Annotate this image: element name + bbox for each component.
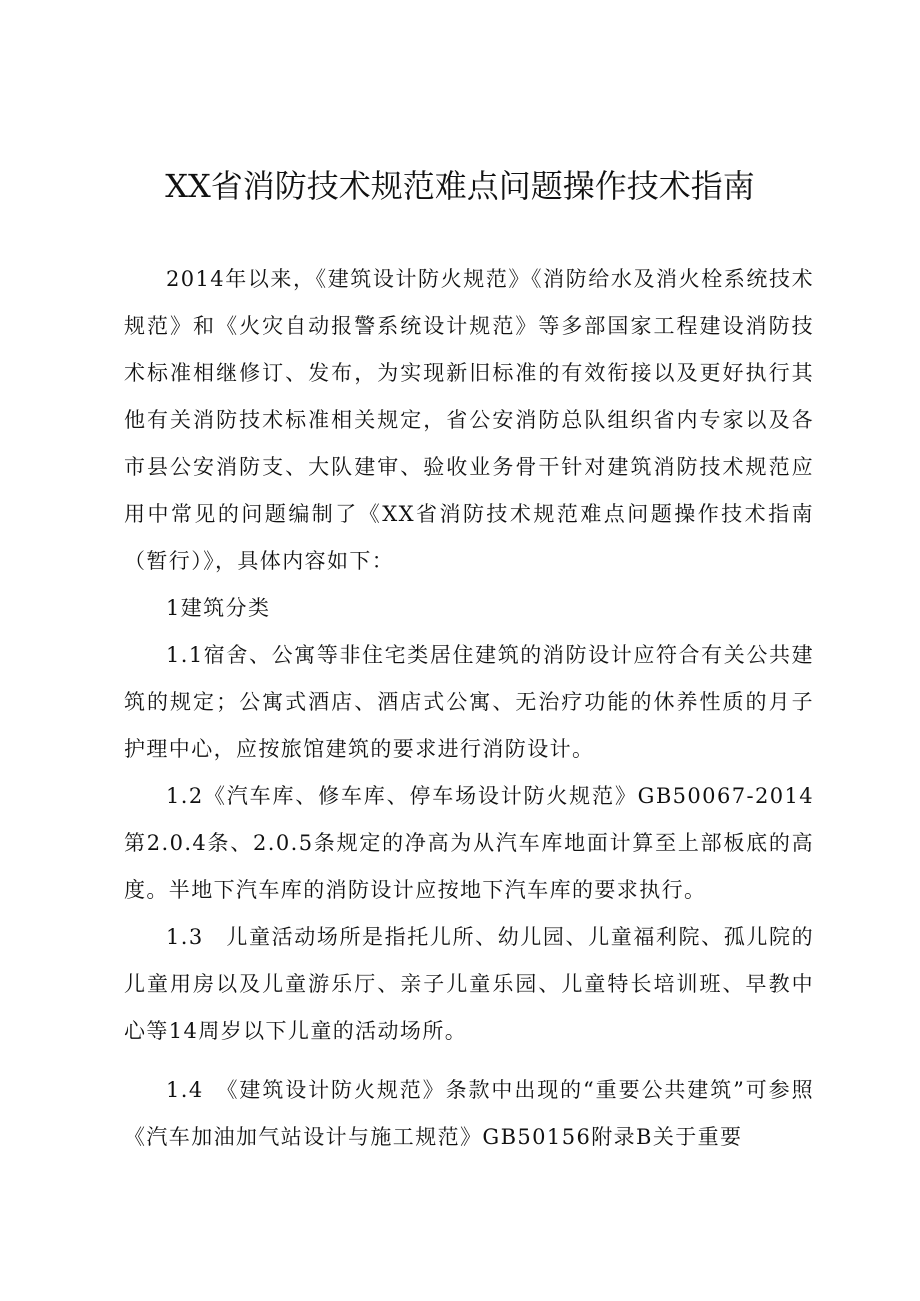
paragraph-intro: 2014年以来，《建筑设计防火规范》《消防给水及消火栓系统技术规范》和《火灾自动报警系统设计规范》等多部国家工程建设消防技术标准相继修订、发布，为实现新旧标准的有效衔接以及更好执行其他有关消防技术标准相关规定，省公安消防总队组织省内专家以及各市县公安消防支、大队建审、验收业务骨干针对建筑消防技术规范应用中常见的问题编制了《XX省消防技术规范难点问题操作技术指南（暂行）》，具体内容如下： (124, 267, 814, 573)
paragraph-1-1: 1.1宿舍、公寓等非住宅类居住建筑的消防设计应符合有关公共建筑的规定；公寓式酒店、酒店式公寓、无治疗功能的休养性质的月子护理中心，应按旅馆建筑的要求进行消防设计。 (124, 643, 814, 761)
paragraph-1-3: 1.3 儿童活动场所是指托儿所、幼儿园、儿童福利院、孤儿院的儿童用房以及儿童游乐厅、亲子儿童乐园、儿童特长培训班、早教中心等14周岁以下儿童的活动场所。 (124, 925, 814, 1043)
document-body (124, 256, 814, 1161)
section-heading-building-classification: 1建筑分类 (166, 596, 271, 620)
paragraph-1-2: 1.2《汽车库、修车库、停车场设计防火规范》GB50067-2014第2.0.4条、2.0.5条规定的净高为从汽车库地面计算至上部板底的高度。半地下汽车库的消防设计应按地下汽车库的要求执行。 (124, 784, 814, 902)
paragraph-1-4: 1.4 《建筑设计防火规范》条款中出现的“重要公共建筑”可参照《汽车加油加气站设计与施工规范》GB50156附录B关于重要 (124, 1078, 814, 1149)
document-title: XX省消防技术规范难点问题操作技术指南 (165, 167, 755, 205)
